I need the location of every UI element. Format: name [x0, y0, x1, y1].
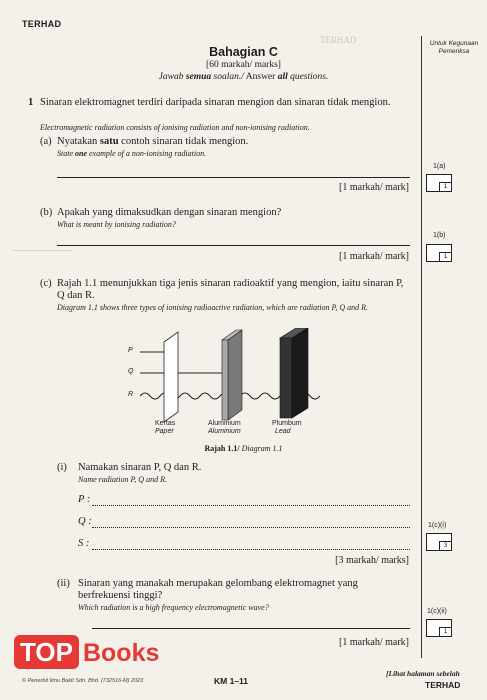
- barrier-aluminium-en: Aluminium: [208, 428, 241, 435]
- examiner-column-divider: [421, 36, 422, 658]
- part-cii-ms: Sinaran yang manakah merupakan gelombang elektromagnet yang berfrekuensi tinggi?: [78, 578, 358, 601]
- barrier-paper-en: Paper: [155, 428, 174, 435]
- part-b-mark: [1 markah/ mark]: [339, 251, 409, 262]
- section-marks: [60 markah/ marks]: [206, 60, 281, 70]
- part-a-ms: Nyatakan satu contoh sinaran tidak mengion.: [57, 136, 249, 147]
- score-box-ci-max: 3: [439, 541, 451, 550]
- score-box-b[interactable]: [426, 244, 452, 262]
- ray-label-p: P: [128, 347, 133, 354]
- footer-next-page: [Lihat halaman sebelah: [386, 669, 460, 678]
- ray-label-r: R: [128, 391, 134, 398]
- barrier-lead-ms: Plumbum: [272, 420, 302, 427]
- part-ci-en: Name radiation P, Q and R.: [78, 475, 167, 484]
- part-a-mark: [1 markah/ mark]: [339, 182, 409, 193]
- answer-line-p[interactable]: [92, 505, 410, 506]
- ray-label-q: Q: [128, 368, 134, 375]
- lead-block: [280, 338, 292, 418]
- bleed-through-text: TERHAD: [320, 35, 357, 45]
- section-title: Bahagian C: [209, 45, 278, 59]
- part-b-en: What is meant by ionising radiation?: [57, 220, 176, 229]
- answer-line-cii[interactable]: [92, 628, 410, 629]
- part-c-label: (c): [40, 278, 52, 289]
- part-cii-label: (ii): [57, 578, 70, 589]
- answer-q-label: Q :: [78, 516, 92, 527]
- question-number: 1: [28, 97, 34, 108]
- score-box-cii-max: 1: [439, 627, 451, 636]
- bleed-through-line: [12, 250, 72, 252]
- footer-page-number: KM 1–11: [214, 676, 249, 686]
- part-cii-box-label: 1(c)(ii): [427, 608, 447, 615]
- part-b-ms: Apakah yang dimaksudkan dengan sinaran mengion?: [57, 207, 282, 218]
- answer-line-b[interactable]: [57, 245, 410, 246]
- score-box-b-max: 1: [439, 252, 451, 261]
- aluminium-sheet: [222, 340, 228, 420]
- part-cii-en: Which radiation is a high frequency electromagnetic wave?: [78, 603, 269, 612]
- score-box-cii[interactable]: [426, 619, 452, 637]
- answer-s-label: S :: [78, 538, 90, 549]
- part-ci-label: (i): [57, 462, 67, 473]
- paper-sheet: [164, 332, 178, 422]
- part-c-ms: Rajah 1.1 menunjukkan tiga jenis sinaran radioaktif yang mengion, iaitu sinaran P, Q dan R.: [57, 278, 404, 301]
- part-a-label: (a): [40, 136, 52, 147]
- part-a-en: State one example of a non-ionising radiation.: [57, 149, 207, 158]
- part-cii-mark: [1 markah/ mark]: [339, 637, 409, 648]
- barrier-lead-en: Lead: [275, 428, 291, 435]
- score-box-ci[interactable]: [426, 533, 452, 551]
- part-ci-mark: [3 markah/ marks]: [335, 555, 409, 566]
- part-b-box-label: 1(b): [433, 232, 446, 239]
- topbooks-watermark-logo: TOP Books: [14, 635, 164, 687]
- question-stem-ms: Sinaran elektromagnet terdiri daripada sinaran mengion dan sinaran tidak mengion.: [40, 97, 391, 108]
- barrier-aluminium-ms: Aluminium: [208, 420, 241, 427]
- diagram-caption: Rajah 1.1/ Diagram 1.1: [204, 444, 283, 453]
- part-b-label: (b): [40, 207, 53, 218]
- part-ci-ms: Namakan sinaran P, Q dan R.: [78, 462, 202, 473]
- section-instruction: Jawab semua soalan./ Answer all questions.: [158, 72, 329, 82]
- part-c-en: Diagram 1.1 shows three types of ionising radioactive radiation, which are radiation P, Q and R.: [57, 303, 369, 312]
- answer-line-s[interactable]: [92, 549, 410, 550]
- answer-line-q[interactable]: [92, 527, 410, 528]
- question-stem-en: Electromagnetic radiation consists of ionising radiation and non-ionising radiation.: [40, 123, 310, 132]
- footer-copyright: © Penerbit Ilmu Bakti Sdn. Bhd. (732516-M) 2023: [22, 678, 144, 684]
- part-a-box-label: 1(a): [433, 163, 446, 170]
- part-ci-box-label: 1(c)(i): [428, 522, 447, 529]
- answer-line-a[interactable]: [57, 177, 410, 178]
- barrier-paper-ms: Kertas: [155, 420, 176, 427]
- footer-terhad: TERHAD: [425, 680, 461, 690]
- score-box-a[interactable]: [426, 174, 452, 192]
- answer-p-label: P :: [78, 494, 91, 505]
- header-terhad: TERHAD: [22, 19, 62, 29]
- examiner-use-note: Untuk Kegunaan Pemeriksa: [429, 40, 479, 55]
- score-box-a-max: 1: [439, 182, 451, 191]
